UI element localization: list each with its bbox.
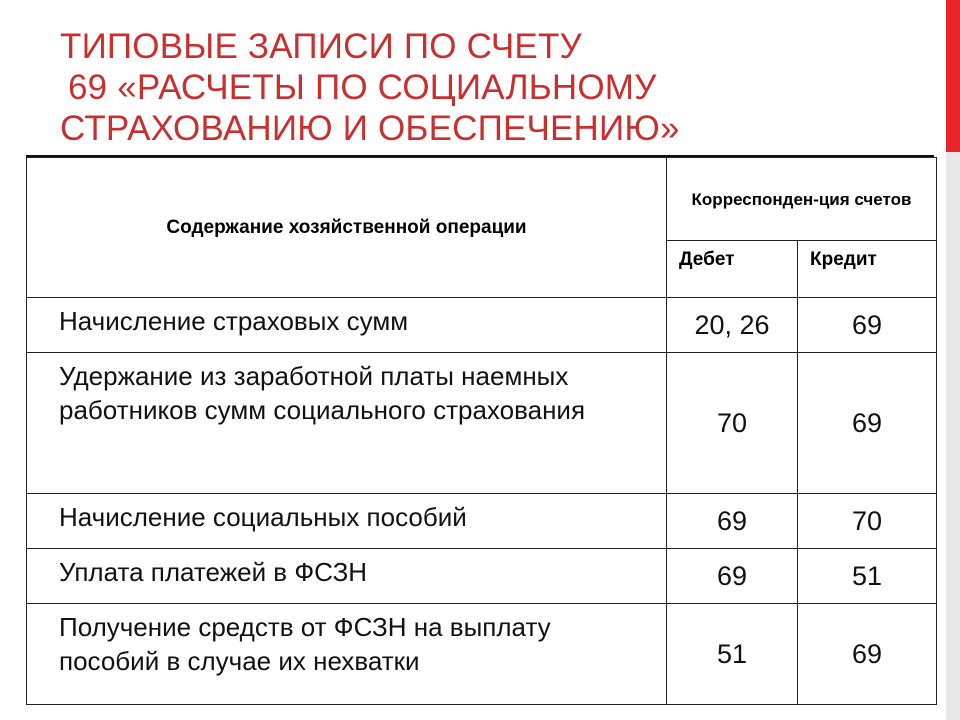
entries-table xyxy=(26,157,937,705)
table-row xyxy=(27,298,937,353)
debit-cell: 51 xyxy=(667,604,798,705)
header-correspondence: Корреспонден-ция счетов xyxy=(667,158,937,241)
credit-cell: 69 xyxy=(798,353,937,494)
table-row xyxy=(27,494,937,549)
header-credit: Кредит xyxy=(798,241,937,298)
operation-cell: Удержание из заработной платы наемных работников сумм социального страхования xyxy=(27,353,667,494)
credit-cell: 69 xyxy=(798,298,937,353)
credit-cell: 70 xyxy=(798,494,937,549)
table-header-row xyxy=(27,158,937,241)
table-row xyxy=(27,353,937,494)
operation-cell: Получение средств от ФСЗН на выплату пособий в случае их нехватки xyxy=(27,604,667,705)
debit-cell: 20, 26 xyxy=(667,298,798,353)
table-row xyxy=(27,549,937,604)
accent-bar xyxy=(946,0,960,720)
slide-title xyxy=(60,26,930,149)
title-line-2: 69 «РАСЧЕТЫ ПО СОЦИАЛЬНОМУ xyxy=(68,68,657,107)
debit-cell: 69 xyxy=(667,549,798,604)
operation-cell: Начисление страховых сумм xyxy=(27,298,667,353)
accent-bar-red xyxy=(946,0,960,152)
credit-cell: 69 xyxy=(798,604,937,705)
title-line-1: ТИПОВЫЕ ЗАПИСИ ПО СЧЕТУ xyxy=(60,27,582,66)
operation-cell: Начисление социальных пособий xyxy=(27,494,667,549)
operation-cell: Уплата платежей в ФСЗН xyxy=(27,549,667,604)
debit-cell: 70 xyxy=(667,353,798,494)
title-line-3: СТРАХОВАНИЮ И ОБЕСПЕЧЕНИЮ» xyxy=(60,109,680,148)
header-operation: Содержание хозяйственной операции xyxy=(27,158,667,298)
header-debit: Дебет xyxy=(667,241,798,298)
debit-cell: 69 xyxy=(667,494,798,549)
credit-cell: 51 xyxy=(798,549,937,604)
table-row xyxy=(27,604,937,705)
